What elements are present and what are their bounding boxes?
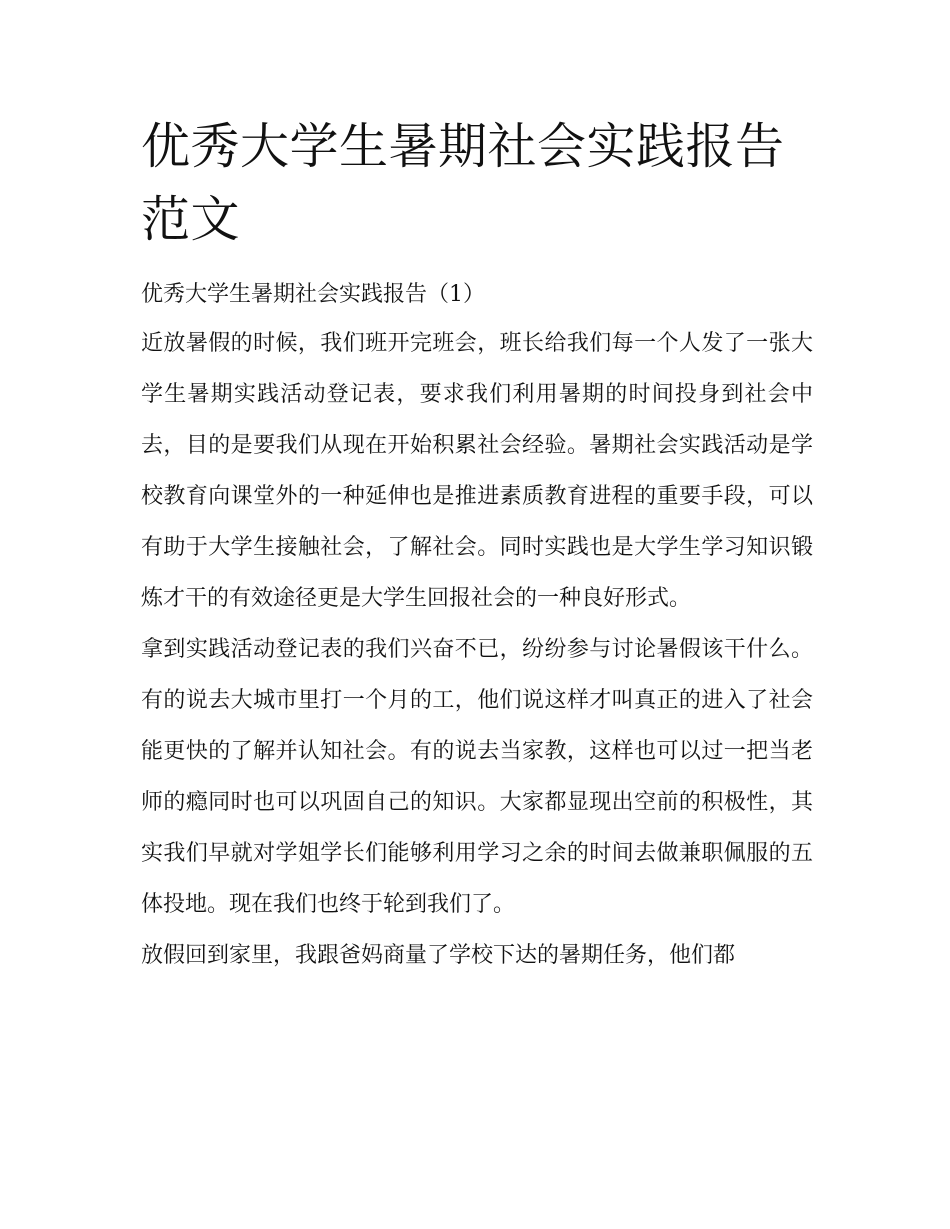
paragraph-2: 拿到实践活动登记表的我们兴奋不已，纷纷参与讨论暑假该干什么。有的说去大城市里打一个月的工，他们说这样才叫真正的进入了社会能更快的了解并认知社会。有的说去当家教，这样也可以过一把当老师的瘾同时也可以巩固自己的知识。大家都显现出空前的积极性，其实我们早就对学姐学长们能够利用学习之余的时间去做兼职佩服的五体投地。现在我们也终于轮到我们了。 <box>141 637 813 917</box>
section-heading: 优秀大学生暑期社会实践报告（1） <box>141 282 485 307</box>
document-page <box>141 110 813 981</box>
document-title: 优秀大学生暑期社会实践报告范文 <box>141 118 785 248</box>
paragraph-1: 近放暑假的时候，我们班开完班会，班长给我们每一个人发了一张大学生暑期实践活动登记表，要求我们利用暑期的时间投身到社会中去，目的是要我们从现在开始积累社会经验。暑期社会实践活动是学校教育向课堂外的一种延伸也是推进素质教育进程的重要手段，可以有助于大学生接触社会，了解社会。同时实践也是大学生学习知识锻炼才干的有效途径更是大学生回报社会的一种良好形式。 <box>141 331 813 611</box>
paragraph-3: 放假回到家里，我跟爸妈商量了学校下达的暑期任务，他们都 <box>141 943 736 968</box>
